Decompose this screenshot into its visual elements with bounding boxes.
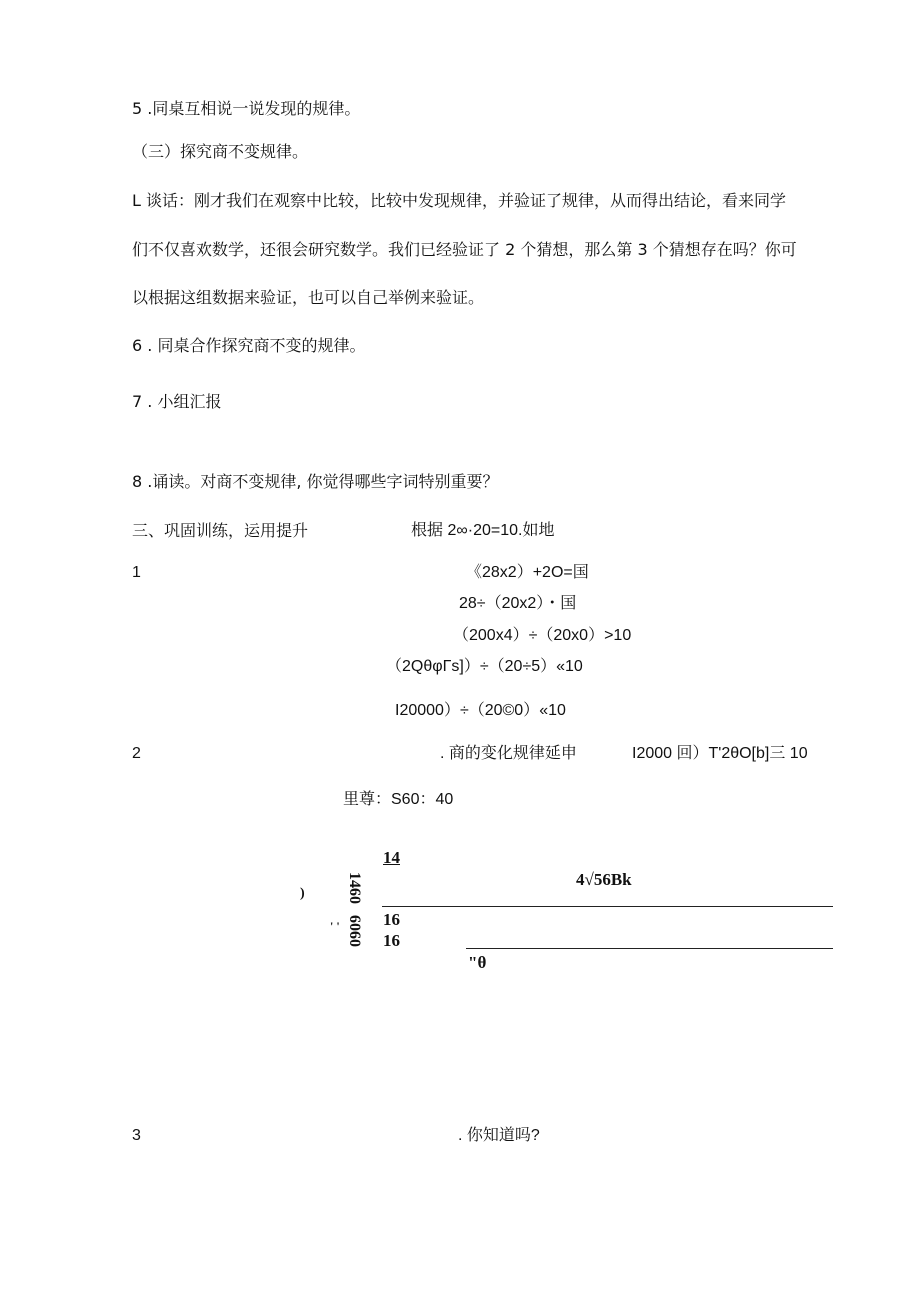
practice-heading: 三、巩固训练，运用提升 bbox=[132, 521, 309, 540]
paragraph-line-2: 们不仅喜欢数学，还很会研究数学。我们已经验证了 2 个猜想，那么第 3 个猜想存在吗？你可 bbox=[132, 240, 797, 259]
line-5-discuss: 5 .同桌互相说一说发现的规律。 bbox=[132, 99, 361, 118]
exercise-3-number: 3 bbox=[132, 1127, 141, 1144]
exercise-1-item: （200x4）÷（20x0）>10 bbox=[453, 627, 632, 644]
exercise-2-formula: I2000 回）T'2θO[b]三 10 bbox=[632, 745, 808, 762]
division-remainder: "θ bbox=[468, 953, 487, 972]
exercise-2-sub: 里尊：S60：40 bbox=[343, 791, 454, 808]
exercise-2-title: . 商的变化规律延申 bbox=[440, 745, 577, 762]
line-6-explore: 6 . 同桌合作探究商不变的规律。 bbox=[132, 336, 366, 355]
exercise-1-item: I20000）÷（20©0）«10 bbox=[395, 702, 566, 719]
division-line-top bbox=[382, 906, 833, 907]
division-row: 16 bbox=[383, 910, 400, 929]
line-7-report: 7 . 小组汇报 bbox=[132, 392, 222, 411]
division-row: 16 bbox=[383, 931, 400, 950]
division-vertical-b: 6060 bbox=[346, 915, 363, 947]
exercise-2-number: 2 bbox=[132, 745, 141, 762]
division-line-bottom bbox=[466, 948, 833, 949]
exercise-1-item: 《28x2）+2O=国 bbox=[466, 564, 589, 581]
line-8-recite: 8 .诵读。对商不变规律, 你觉得哪些字词特别重要？ bbox=[132, 472, 499, 491]
practice-hint: 根据 2∞·20=10.如地 bbox=[411, 522, 555, 539]
exercise-1-item: 28÷（20x2）・国 bbox=[459, 595, 577, 612]
paragraph-line-1: L 谈话：刚才我们在观察中比较，比较中发现规律，并验证了规律，从而得出结论，看来同学 bbox=[132, 191, 787, 210]
exercise-1-number: 1 bbox=[132, 564, 141, 581]
section-3-heading: （三）探究商不变规律。 bbox=[132, 142, 309, 161]
exercise-1-item: （2QθφΓs]）÷（20÷5）«10 bbox=[386, 658, 583, 675]
division-side-dots: ' ' bbox=[330, 919, 340, 933]
paragraph-line-3: 以根据这组数据来验证，也可以自己举例来验证。 bbox=[132, 288, 485, 307]
division-side-mark: ) bbox=[300, 886, 305, 901]
exercise-3-title: . 你知道吗? bbox=[458, 1127, 540, 1144]
division-vertical-a: 1460 bbox=[346, 872, 363, 904]
division-expression: 4√56Bk bbox=[576, 870, 632, 889]
division-top: 14 bbox=[383, 848, 400, 867]
